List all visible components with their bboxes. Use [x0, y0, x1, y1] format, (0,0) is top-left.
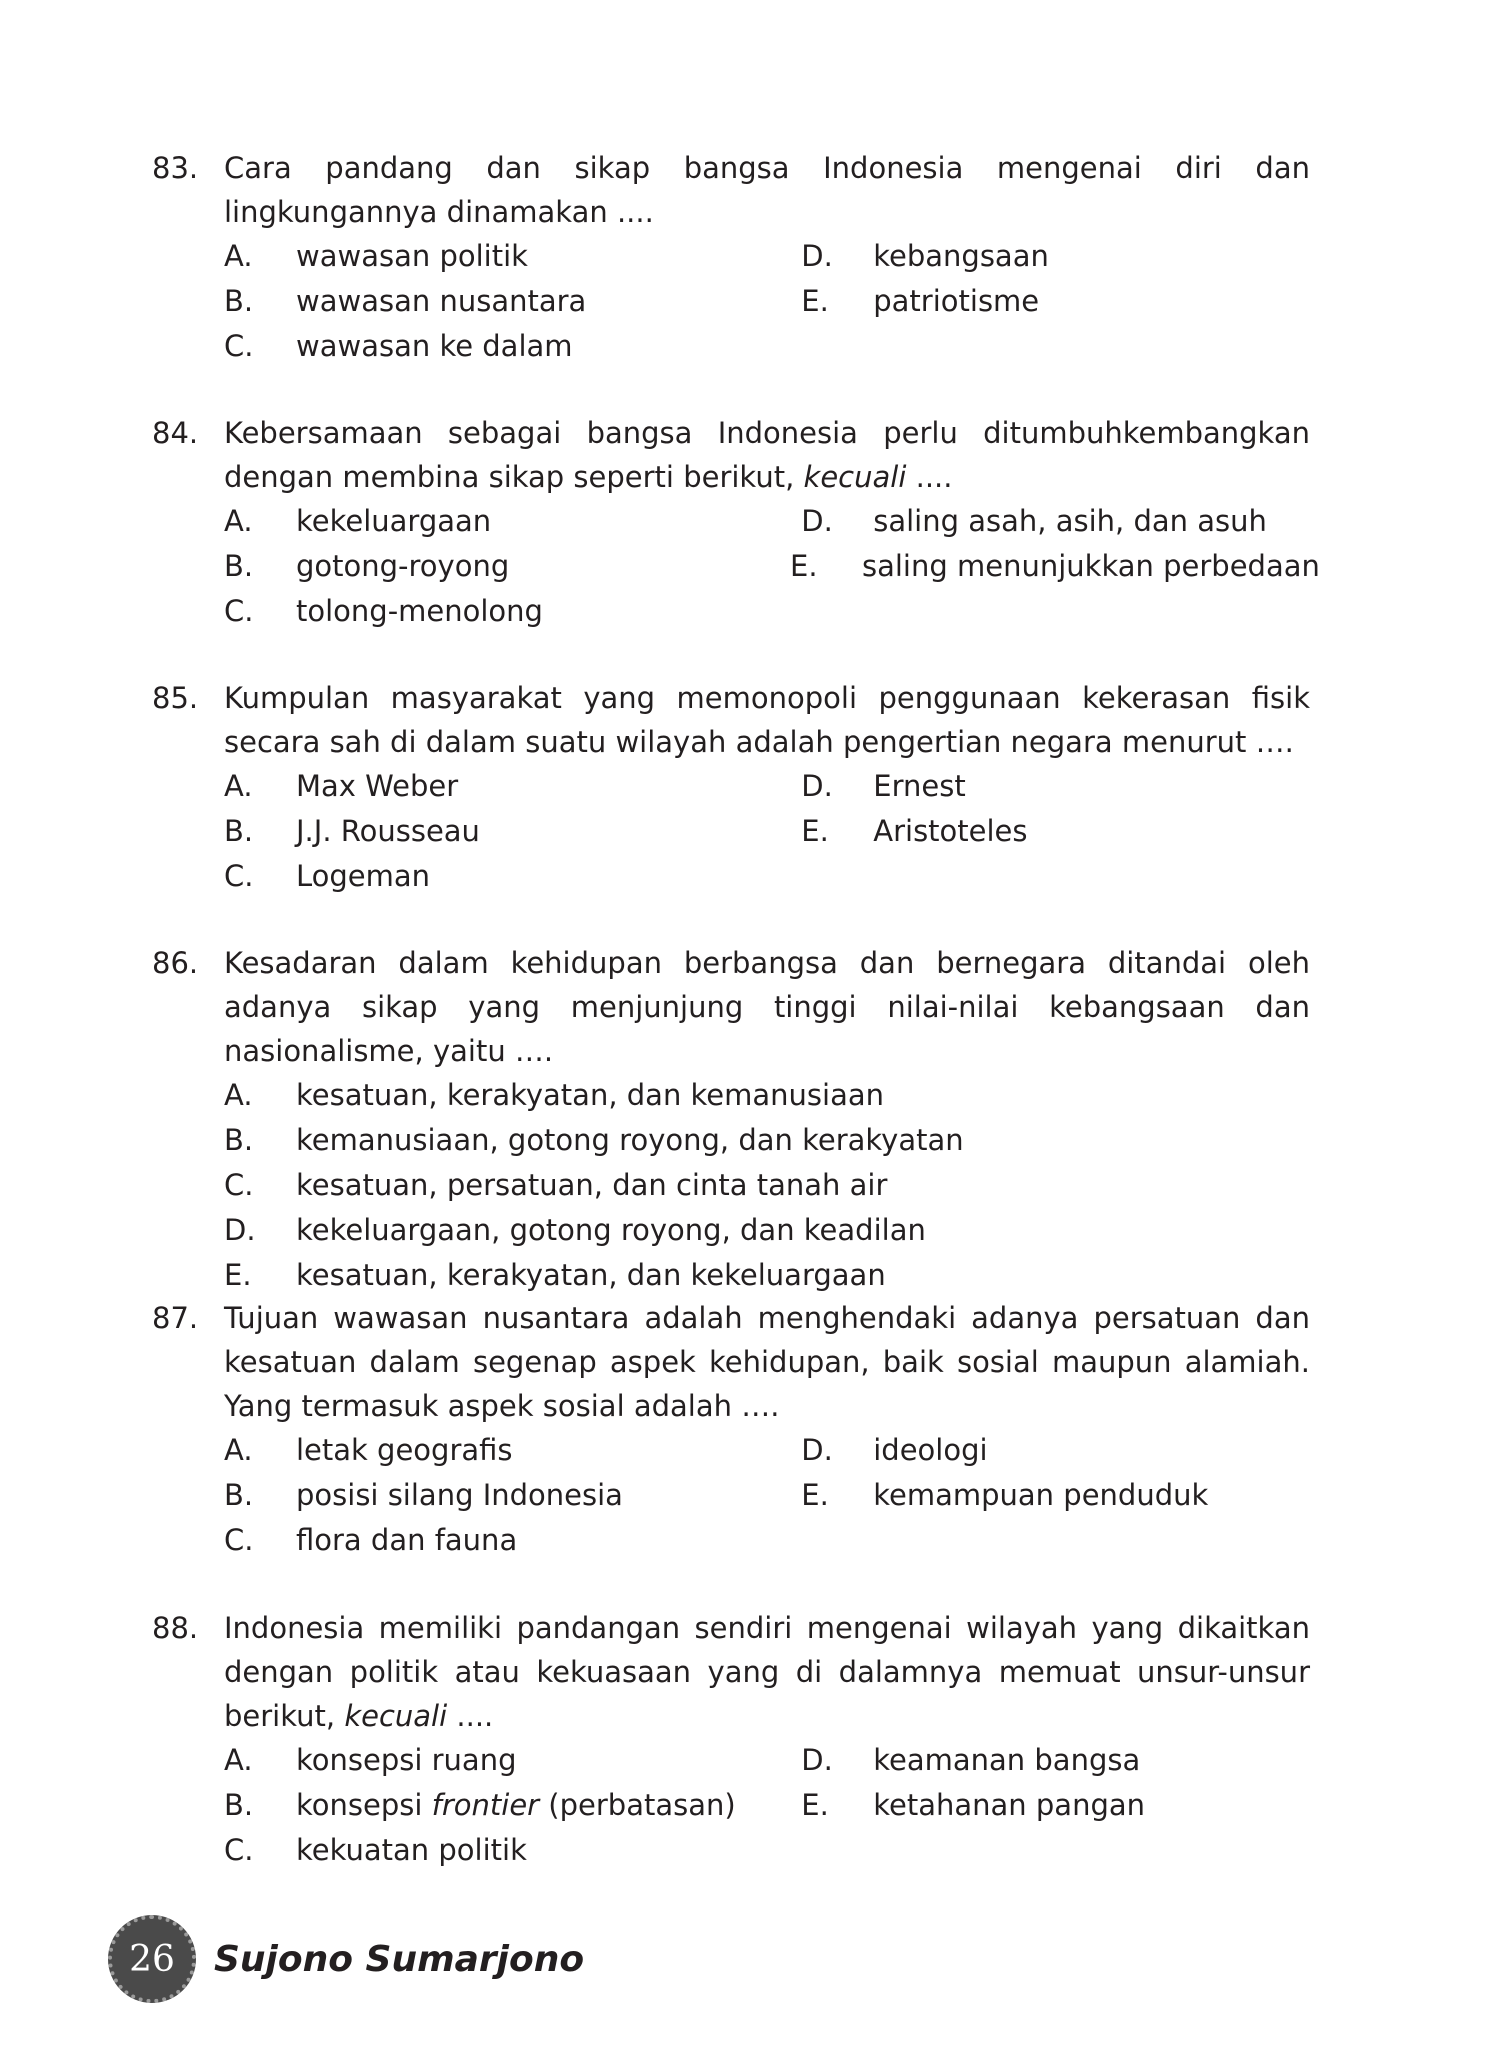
- question-86: [152, 941, 1310, 1298]
- option-text: flora dan fauna: [296, 1523, 518, 1557]
- options-list: [224, 1073, 1310, 1298]
- question-87: [152, 1296, 1310, 1563]
- option-text: saling menunjukkan perbedaan: [862, 549, 1320, 583]
- option-text: kesatuan, kerakyatan, dan kemanusiaan: [296, 1078, 885, 1112]
- question-text: Kumpulan masyarakat yang memonopoli penggunaan kekerasan fisik secara sah di dalam suatu wilayah adalah pengertian negara menurut ….: [224, 681, 1310, 759]
- question-88: [152, 1606, 1310, 1873]
- option-text: konsepsi ruang: [296, 1743, 517, 1777]
- options-list: [224, 234, 1310, 369]
- option-letter: B.: [224, 1788, 254, 1822]
- options-list: [224, 1738, 1310, 1873]
- option-text: patriotisme: [873, 284, 1040, 318]
- option-text: kebangsaan: [873, 239, 1049, 273]
- option-letter: B.: [224, 1478, 254, 1512]
- options-list: [224, 499, 1320, 634]
- option-letter: E.: [801, 284, 829, 318]
- option-text: saling asah, asih, dan asuh: [873, 504, 1267, 538]
- question-text: Indonesia memiliki pandangan sendiri mengenai wilayah yang dikaitkan dengan politik atau kekuasaan yang di dalamnya memuat unsur-unsur berikut, kecuali ....: [224, 1611, 1310, 1733]
- option-letter: D.: [801, 1433, 833, 1467]
- question-text: Kebersamaan sebagai bangsa Indonesia perlu ditumbuhkembangkan dengan membina sikap seperti berikut, kecuali ....: [224, 416, 1310, 494]
- option-letter: C.: [224, 1833, 254, 1867]
- option-letter: A.: [224, 1743, 253, 1777]
- question-number: 83.: [152, 151, 199, 185]
- option-text: kemanusiaan, gotong royong, dan kerakyatan: [296, 1123, 964, 1157]
- option-letter: A.: [224, 504, 253, 538]
- option-text: gotong-royong: [296, 549, 510, 583]
- option-text: kekeluargaan, gotong royong, dan keadilan: [296, 1213, 926, 1247]
- question-number: 88.: [152, 1611, 199, 1645]
- option-letter: E.: [801, 814, 829, 848]
- option-letter: E.: [801, 1478, 829, 1512]
- option-text: Ernest: [873, 769, 966, 803]
- page-number: 26: [129, 1938, 175, 1980]
- option-text: kekeluargaan: [296, 504, 492, 538]
- option-letter: D.: [801, 1743, 833, 1777]
- page-footer: [108, 1915, 584, 2003]
- option-text: wawasan ke dalam: [296, 329, 573, 363]
- option-letter: D.: [801, 239, 833, 273]
- option-text: keamanan bangsa: [873, 1743, 1141, 1777]
- option-letter: C.: [224, 1168, 254, 1202]
- emphasis-text: kecuali: [803, 460, 907, 494]
- option-letter: C.: [224, 329, 254, 363]
- question-84: [152, 411, 1320, 634]
- option-text: wawasan politik: [296, 239, 528, 273]
- option-letter: B.: [224, 549, 254, 583]
- option-text: kekuatan politik: [296, 1833, 527, 1867]
- question-text: Cara pandang dan sikap bangsa Indonesia mengenai diri dan lingkungannya dinamakan ....: [224, 151, 1310, 229]
- option-letter: E.: [790, 549, 818, 583]
- question-number: 84.: [152, 416, 199, 450]
- author-name: Sujono Sumarjono: [214, 1938, 585, 1980]
- option-text: letak geografis: [296, 1433, 513, 1467]
- option-text: kesatuan, kerakyatan, dan kekeluargaan: [296, 1258, 886, 1292]
- option-letter: C.: [224, 859, 254, 893]
- option-text: konsepsi frontier (perbatasan): [296, 1788, 736, 1822]
- page-number-badge: [108, 1915, 196, 2003]
- question-number: 87.: [152, 1301, 199, 1335]
- option-letter: A.: [224, 1433, 253, 1467]
- option-text: posisi silang Indonesia: [296, 1478, 623, 1512]
- emphasis-text: frontier: [431, 1788, 540, 1822]
- option-letter: B.: [224, 814, 254, 848]
- option-letter: B.: [224, 284, 254, 318]
- option-letter: D.: [801, 769, 833, 803]
- option-letter: B.: [224, 1123, 254, 1157]
- options-list: [224, 764, 1310, 899]
- option-letter: A.: [224, 769, 253, 803]
- option-letter: D.: [224, 1213, 256, 1247]
- option-text: wawasan nusantara: [296, 284, 587, 318]
- question-text: Kesadaran dalam kehidupan berbangsa dan bernegara ditandai oleh adanya sikap yang menjunjung tinggi nilai-nilai kebangsaan dan nasionalisme, yaitu ….: [224, 946, 1310, 1068]
- option-text: ketahanan pangan: [873, 1788, 1146, 1822]
- option-text: J.J. Rousseau: [296, 814, 480, 848]
- option-text: tolong-menolong: [296, 594, 543, 628]
- options-list: [224, 1428, 1310, 1563]
- option-text: kemampuan penduduk: [873, 1478, 1209, 1512]
- option-text: Logeman: [296, 859, 431, 893]
- option-letter: C.: [224, 1523, 254, 1557]
- option-text: ideologi: [873, 1433, 988, 1467]
- option-letter: D.: [801, 504, 833, 538]
- option-text: Max Weber: [296, 769, 459, 803]
- question-83: [152, 146, 1310, 369]
- emphasis-text: kecuali: [344, 1699, 448, 1733]
- question-text: Tujuan wawasan nusantara adalah menghendaki adanya persatuan dan kesatuan dalam segenap aspek kehidupan, baik sosial maupun alamiah. Yang termasuk aspek sosial adalah ….: [224, 1301, 1310, 1423]
- option-letter: A.: [224, 239, 253, 273]
- question-number: 85.: [152, 681, 199, 715]
- option-letter: C.: [224, 594, 254, 628]
- option-letter: E.: [224, 1258, 252, 1292]
- option-letter: A.: [224, 1078, 253, 1112]
- option-text: kesatuan, persatuan, dan cinta tanah air: [296, 1168, 888, 1202]
- option-letter: E.: [801, 1788, 829, 1822]
- question-number: 86.: [152, 946, 199, 980]
- option-text: Aristoteles: [873, 814, 1028, 848]
- question-85: [152, 676, 1310, 899]
